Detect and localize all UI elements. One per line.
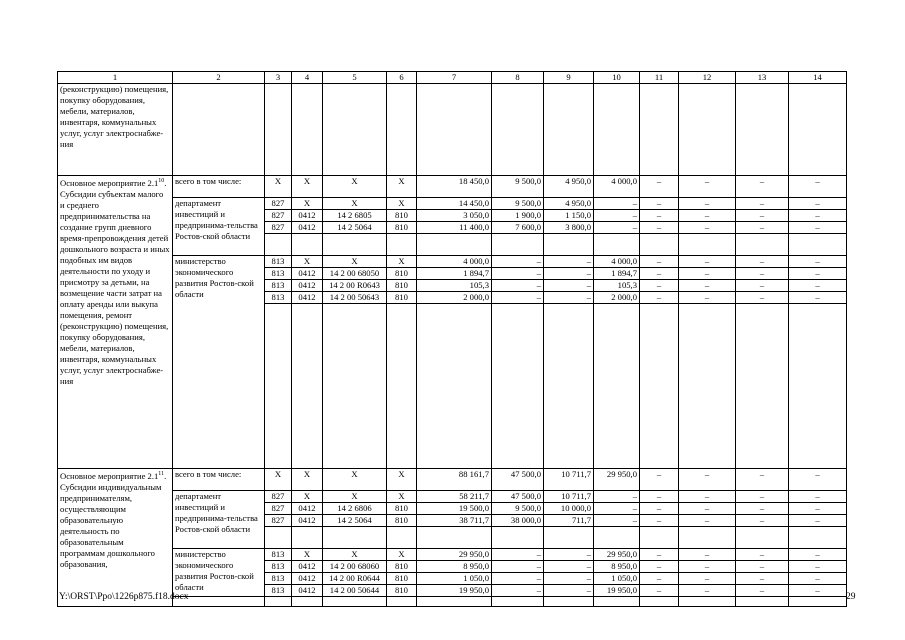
- table-cell: 14 2 00 50644: [323, 585, 387, 597]
- table-cell: Х: [387, 256, 417, 268]
- table-cell: Х: [323, 469, 387, 491]
- table-cell: –: [679, 222, 736, 234]
- table-cell: –: [679, 573, 736, 585]
- executor-label: всего в том числе:: [173, 176, 265, 198]
- table-cell: –: [492, 561, 544, 573]
- table-cell: 2 000,0: [417, 292, 492, 304]
- table-row: [58, 491, 847, 503]
- executor-label: министерство экономического развития Ростов-ской области: [173, 549, 265, 597]
- table-cell: –: [679, 268, 736, 280]
- table-cell: 1 900,0: [492, 210, 544, 222]
- table-cell: 10 000,0: [544, 503, 594, 515]
- measure-name: [58, 176, 173, 469]
- table-row: [58, 256, 847, 268]
- table-cell: –: [679, 515, 736, 527]
- table-cell: Х: [387, 198, 417, 210]
- table-cell: Х: [292, 256, 323, 268]
- table-cell: –: [640, 585, 679, 597]
- table-cell: 827: [265, 491, 292, 503]
- footnote-ref: 10: [158, 178, 165, 184]
- col-header: 14: [789, 72, 847, 84]
- table-cell: –: [789, 268, 847, 280]
- table-cell: 14 2 6805: [323, 210, 387, 222]
- table-cell: –: [640, 503, 679, 515]
- measure-description: Субсидии субъектам малого и среднего предпринимательства на создание групп дневного время-препровождения детей дошкольного возраста и иных подобных им видов деятельности по уходу и присмотру за детьми, на возмещение части затрат на оплату аренды или выкупа помещения, ремонт (реконструкцию) помещения, покупку оборудования, мебели, материалов, инвентаря, коммунальных услуг, услуг электроснабже-ния: [60, 188, 170, 386]
- table-cell: 0412: [292, 268, 323, 280]
- table-cell: 1 894,7: [417, 268, 492, 280]
- table-cell: 14 450,0: [417, 198, 492, 210]
- col-header: 8: [492, 72, 544, 84]
- table-cell: –: [789, 222, 847, 234]
- table-cell: 8 950,0: [417, 561, 492, 573]
- table-cell: –: [736, 469, 789, 491]
- table-cell: 14 2 00 50643: [323, 292, 387, 304]
- table-cell: 4 950,0: [544, 176, 594, 198]
- measure-title: Основное мероприятие 2.1: [60, 470, 159, 481]
- table-cell: 2 000,0: [594, 292, 640, 304]
- table-cell: –: [544, 549, 594, 561]
- file-path: Y:\ORST\Ppo\1226p875.f18.docx: [59, 592, 189, 602]
- table-cell: –: [736, 292, 789, 304]
- table-cell: –: [736, 549, 789, 561]
- measure-name: [58, 469, 173, 607]
- table-cell: 88 161,7: [417, 469, 492, 491]
- table-cell: 1 150,0: [544, 210, 594, 222]
- table-cell: –: [544, 292, 594, 304]
- col-header: 2: [173, 72, 265, 84]
- table-cell: –: [594, 198, 640, 210]
- table-cell: –: [736, 515, 789, 527]
- table-cell: 827: [265, 210, 292, 222]
- table-cell: Х: [323, 256, 387, 268]
- table-cell: –: [640, 198, 679, 210]
- table-cell: –: [679, 491, 736, 503]
- table-cell: Х: [387, 176, 417, 198]
- table-cell: –: [736, 268, 789, 280]
- table-cell: 105,3: [594, 280, 640, 292]
- table-cell: 711,7: [544, 515, 594, 527]
- table-cell: –: [544, 268, 594, 280]
- continuation-row: [58, 84, 847, 176]
- table-cell: –: [492, 549, 544, 561]
- table-cell: –: [640, 561, 679, 573]
- table-cell: 29 950,0: [594, 549, 640, 561]
- table-cell: 9 500,0: [492, 503, 544, 515]
- table-cell: –: [789, 491, 847, 503]
- table-cell: –: [640, 515, 679, 527]
- table-cell: –: [492, 268, 544, 280]
- table-cell: –: [492, 292, 544, 304]
- table-cell: –: [789, 176, 847, 198]
- table-cell: –: [640, 268, 679, 280]
- table-cell: 810: [387, 573, 417, 585]
- table-cell: –: [736, 222, 789, 234]
- table-cell: –: [544, 573, 594, 585]
- col-header: 4: [292, 72, 323, 84]
- table-cell: –: [492, 585, 544, 597]
- table-cell: 3 800,0: [544, 222, 594, 234]
- table-cell: –: [594, 503, 640, 515]
- table-cell: 9 500,0: [492, 176, 544, 198]
- table-cell: –: [544, 585, 594, 597]
- table-cell: 0412: [292, 585, 323, 597]
- executor-label: министерство экономического развития Ростов-ской области: [173, 256, 265, 469]
- table-cell: 10 711,7: [544, 491, 594, 503]
- table-cell: 810: [387, 292, 417, 304]
- table-cell: –: [640, 222, 679, 234]
- table-cell: 9 500,0: [492, 198, 544, 210]
- table-cell: 4 000,0: [594, 176, 640, 198]
- table-cell: –: [679, 256, 736, 268]
- table-cell: –: [640, 210, 679, 222]
- table-cell: 810: [387, 280, 417, 292]
- table-cell: –: [640, 573, 679, 585]
- table-cell: Х: [387, 491, 417, 503]
- table-cell: 38 711,7: [417, 515, 492, 527]
- table-cell: Х: [292, 491, 323, 503]
- executor-label: департамент инвестиций и предпринима-тельства Ростов-ской области: [173, 491, 265, 549]
- table-cell: 0412: [292, 292, 323, 304]
- table-cell: –: [789, 503, 847, 515]
- table-cell: 810: [387, 585, 417, 597]
- table-cell: 813: [265, 292, 292, 304]
- measure-description: Субсидии индивидуальным предпринимателям, осуществляющим образовательную деятельность по образовательным программам дошкольного образования,: [60, 481, 162, 569]
- table-cell: –: [736, 585, 789, 597]
- table-cell: –: [679, 469, 736, 491]
- table-row-total: [58, 176, 847, 198]
- col-header: 10: [594, 72, 640, 84]
- table-cell: 47 500,0: [492, 469, 544, 491]
- table-cell: Х: [323, 491, 387, 503]
- measure-title: Основное мероприятие 2.1: [60, 177, 159, 188]
- table-cell: 3 050,0: [417, 210, 492, 222]
- table-cell: 19 950,0: [594, 585, 640, 597]
- table-cell: 810: [387, 503, 417, 515]
- table-cell: 0412: [292, 222, 323, 234]
- table-row: [58, 549, 847, 561]
- table-cell: 14 2 00 R0643: [323, 280, 387, 292]
- table-cell: 810: [387, 222, 417, 234]
- footnote-ref: 11: [158, 471, 165, 477]
- table-cell: Х: [265, 176, 292, 198]
- page-number: 29: [846, 592, 856, 602]
- table-cell: 813: [265, 268, 292, 280]
- table-cell: 1 894,7: [594, 268, 640, 280]
- table-cell: 29 950,0: [594, 469, 640, 491]
- table-cell: 0412: [292, 210, 323, 222]
- table-cell: –: [594, 491, 640, 503]
- table-cell: –: [679, 176, 736, 198]
- col-header: 9: [544, 72, 594, 84]
- measure-title-dot: .: [164, 470, 167, 481]
- table-cell: –: [789, 256, 847, 268]
- table-cell: –: [789, 561, 847, 573]
- table-cell: 0412: [292, 573, 323, 585]
- col-header: 13: [736, 72, 789, 84]
- table-cell: –: [736, 573, 789, 585]
- program-table: [57, 71, 847, 607]
- col-header: 12: [679, 72, 736, 84]
- col-header: 6: [387, 72, 417, 84]
- table-cell: 10 711,7: [544, 469, 594, 491]
- table-cell: Х: [292, 469, 323, 491]
- table-cell: –: [640, 256, 679, 268]
- table-cell: 0412: [292, 280, 323, 292]
- table-cell: 19 500,0: [417, 503, 492, 515]
- table-cell: 14 2 6806: [323, 503, 387, 515]
- table-cell: Х: [323, 176, 387, 198]
- table-cell: 810: [387, 268, 417, 280]
- table-cell: –: [594, 222, 640, 234]
- table-cell: –: [789, 515, 847, 527]
- table-cell: Х: [292, 549, 323, 561]
- table-cell: Х: [387, 549, 417, 561]
- table-cell: 47 500,0: [492, 491, 544, 503]
- table-cell: –: [544, 280, 594, 292]
- col-header: 5: [323, 72, 387, 84]
- table-cell: –: [640, 292, 679, 304]
- table-cell: –: [492, 573, 544, 585]
- table-cell: –: [736, 503, 789, 515]
- col-header: 11: [640, 72, 679, 84]
- table-cell: –: [679, 585, 736, 597]
- table-cell: –: [679, 549, 736, 561]
- table-cell: 827: [265, 198, 292, 210]
- table-cell: Х: [323, 198, 387, 210]
- table-cell: 7 600,0: [492, 222, 544, 234]
- table-cell: 1 050,0: [594, 573, 640, 585]
- table-cell: Х: [292, 176, 323, 198]
- table-cell: 14 2 5064: [323, 222, 387, 234]
- table-cell: –: [736, 561, 789, 573]
- table-cell: –: [640, 549, 679, 561]
- table-cell: 0412: [292, 503, 323, 515]
- table-cell: 105,3: [417, 280, 492, 292]
- table-cell: 14 2 00 68050: [323, 268, 387, 280]
- header-row: [58, 72, 847, 84]
- table-cell: 19 950,0: [417, 585, 492, 597]
- table-cell: –: [789, 573, 847, 585]
- table-cell: 813: [265, 256, 292, 268]
- table-cell: 1 050,0: [417, 573, 492, 585]
- table-row-total: [58, 469, 847, 491]
- col-header: 7: [417, 72, 492, 84]
- table-cell: Х: [292, 198, 323, 210]
- table-cell: 18 450,0: [417, 176, 492, 198]
- table-cell: –: [736, 491, 789, 503]
- table-cell: –: [789, 210, 847, 222]
- measure-title-dot: .: [164, 177, 167, 188]
- table-cell: –: [789, 292, 847, 304]
- table-cell: –: [492, 280, 544, 292]
- table-cell: –: [640, 280, 679, 292]
- table-cell: 4 000,0: [417, 256, 492, 268]
- table-cell: 0412: [292, 561, 323, 573]
- table-cell: –: [679, 280, 736, 292]
- table-cell: 11 400,0: [417, 222, 492, 234]
- executor-label: департамент инвестиций и предпринима-тельства Ростов-ской области: [173, 198, 265, 256]
- table-cell: 38 000,0: [492, 515, 544, 527]
- table-cell: Х: [387, 469, 417, 491]
- table-cell: –: [789, 549, 847, 561]
- table-cell: 14 2 5064: [323, 515, 387, 527]
- table-cell: 810: [387, 561, 417, 573]
- table-cell: 827: [265, 222, 292, 234]
- table-cell: –: [789, 280, 847, 292]
- table-cell: –: [640, 491, 679, 503]
- table-cell: 827: [265, 515, 292, 527]
- table-row: [58, 198, 847, 210]
- table-cell: 813: [265, 280, 292, 292]
- executor-label: всего в том числе:: [173, 469, 265, 491]
- table-cell: 4 950,0: [544, 198, 594, 210]
- table-cell: –: [679, 210, 736, 222]
- table-cell: 813: [265, 573, 292, 585]
- table-cell: –: [594, 210, 640, 222]
- table-cell: –: [736, 176, 789, 198]
- table-cell: 0412: [292, 515, 323, 527]
- table-cell: 8 950,0: [594, 561, 640, 573]
- table-cell: 813: [265, 561, 292, 573]
- table-cell: Х: [265, 469, 292, 491]
- table-cell: 14 2 00 68060: [323, 561, 387, 573]
- table-cell: –: [594, 515, 640, 527]
- table-cell: 58 211,7: [417, 491, 492, 503]
- table-cell: 810: [387, 210, 417, 222]
- table-cell: –: [736, 256, 789, 268]
- table-cell: –: [640, 176, 679, 198]
- table-cell: 29 950,0: [417, 549, 492, 561]
- col-header: 1: [58, 72, 173, 84]
- table-cell: –: [492, 256, 544, 268]
- table-cell: –: [789, 198, 847, 210]
- table-cell: –: [736, 280, 789, 292]
- table-cell: 4 000,0: [594, 256, 640, 268]
- table-cell: –: [544, 561, 594, 573]
- table-cell: –: [544, 256, 594, 268]
- table-cell: –: [736, 210, 789, 222]
- col-header: 3: [265, 72, 292, 84]
- table-cell: 810: [387, 515, 417, 527]
- continued-measure-name: (реконструкцию) помещения, покупку оборудования, мебели, материалов, инвентаря, коммунальных услуг, услуг электроснабже-ния: [58, 84, 173, 176]
- table-cell: –: [789, 585, 847, 597]
- table-cell: –: [679, 561, 736, 573]
- table-cell: 14 2 00 R0644: [323, 573, 387, 585]
- table-cell: –: [679, 292, 736, 304]
- table-cell: 813: [265, 549, 292, 561]
- table-cell: –: [679, 503, 736, 515]
- table-cell: 813: [265, 585, 292, 597]
- table-cell: Х: [323, 549, 387, 561]
- table-cell: –: [736, 198, 789, 210]
- table-cell: –: [789, 469, 847, 491]
- table-cell: 827: [265, 503, 292, 515]
- table-cell: –: [640, 469, 679, 491]
- table-cell: –: [679, 198, 736, 210]
